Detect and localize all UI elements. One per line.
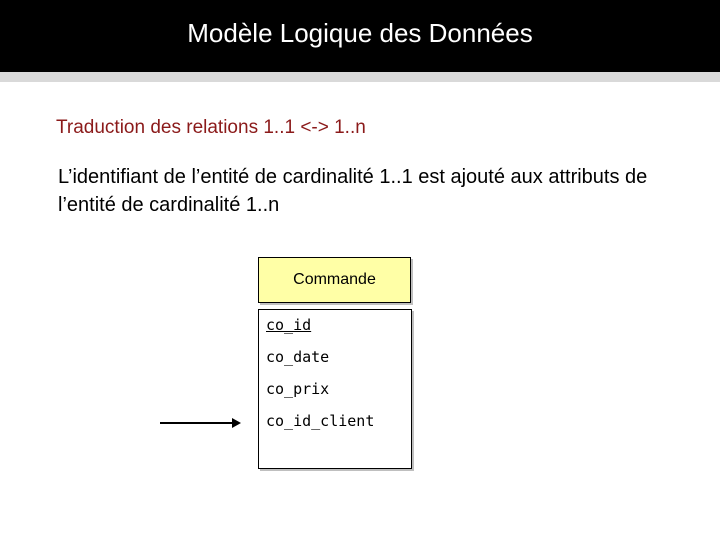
title-bar <box>0 0 720 72</box>
title-underline-band <box>0 72 720 82</box>
section-heading: Traduction des relations 1..1 <-> 1..n <box>56 117 366 138</box>
attribute-co-id: co_id <box>266 316 312 334</box>
entity-name: Commande <box>293 271 376 288</box>
pointer-arrow-icon <box>158 415 242 431</box>
attribute-co-prix: co_prix <box>266 380 330 398</box>
attribute-co-date: co_date <box>266 348 330 366</box>
attribute-co-id-client: co_id_client <box>266 412 375 430</box>
entity-header <box>258 257 411 303</box>
body-text: L’identifiant de l’entité de cardinalité 1..1 est ajouté aux attributs de l’entité de cardinalité 1..n <box>58 166 648 216</box>
entity-attributes-box <box>258 309 412 469</box>
slide-title: Modèle Logique des Données <box>187 17 533 48</box>
